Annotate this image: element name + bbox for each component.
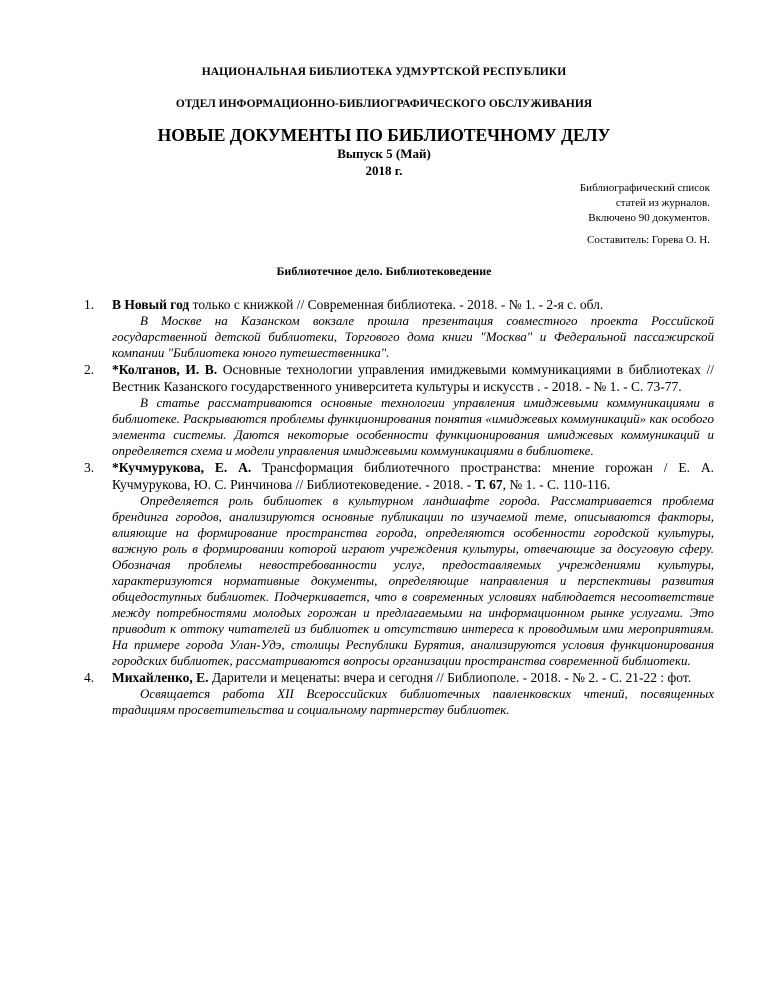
- meta-line-2: статей из журналов.: [615, 197, 710, 209]
- entry-volume: Т. 67: [474, 477, 503, 492]
- library-name: НАЦИОНАЛЬНАЯ БИБЛИОТЕКА УДМУРТСКОЙ РЕСПУБЛИКИ: [201, 66, 567, 78]
- entry-annotation: В Москве на Казанском вокзале прошла презентация совместного проекта Российской государственной детской библиотеки, Торгового дома книги "Москва" и Федеральной пассажирской компании "Библиотека юного путешественника".: [112, 313, 714, 360]
- document-title: НОВЫЕ ДОКУМЕНТЫ ПО БИБЛИОТЕЧНОМУ ДЕЛУ: [157, 125, 611, 145]
- entry-citation: [112, 361, 714, 395]
- meta-line-1: Библиографический список: [579, 182, 710, 194]
- entry-author: Михайленко, Е.: [112, 670, 209, 685]
- department-name: ОТДЕЛ ИНФОРМАЦИОННО-БИБЛИОГРАФИЧЕСКОГО ОБСЛУЖИВАНИЯ: [175, 98, 593, 110]
- list-item: [84, 459, 714, 669]
- entry-citation-text: Трансформация библиотечного пространства: мнение горожан / Е. А. Кучмурукова, Ю. С. Ринчинова // Библиотековедение. - 2018. -: [112, 460, 714, 492]
- entry-annotation: Определяется роль библиотек в культурном ландшафте города. Рассматривается проблема брендинга городов, анализируются основные публикации по изучаемой теме, описываются факторы, влияющие на формирование пространства города, определяются особенности городской культуры, важную роль в формировании которой играют учреждения культуры, отвечающие за досуговую сферу. Обозначая проблемы невостребованности услуг, предоставляемых учреждениями культуры, характеризуются нормативные документы, определяющие направления и перспективы развития общедоступных библиотек. Подчеркивается, что в современных условиях наблюдается несоответствие между потребностями молодых горожан и предлагаемыми на информационном рынке услугами. Это приводит к оттоку читателей из библиотек и отсутствию интереса к проводимым ими мероприятиям. На примере города Улан-Удэ, столицы Республики Бурятия, анализируются условия функционирования городских библиотек, рассматриваются вопросы организации пространства современной библиотеки.: [112, 493, 714, 668]
- list-item: [84, 361, 714, 459]
- entry-annotation: В статье рассматриваются основные технологии управления имиджевыми коммуникациями в библиотеке. Раскрываются проблемы функционирования понятия «имиджевых коммуникаций» как особого элемента системы. Даются некоторые особенности функционирования имиджевых коммуникаций и определяется схема и модели управления имиджевыми коммуникациями в библиотеке.: [112, 395, 714, 458]
- entry-list: [0, 296, 768, 718]
- entry-author: В Новый год: [112, 297, 190, 312]
- entry-number: 4.: [84, 670, 95, 685]
- entry-citation-text: только с книжкой // Современная библиотека. - 2018. - № 1. - 2-я с. обл.: [189, 297, 604, 312]
- entry-citation-text: Дарители и меценаты: вчера и сегодня // Библиополе. - 2018. - № 2. - С. 21-22 : фот.: [208, 670, 692, 685]
- entry-number: 2.: [84, 362, 95, 377]
- entry-citation: [112, 296, 714, 313]
- entry-citation: [112, 669, 714, 686]
- compiler-line: Составитель: Горева О. Н.: [587, 234, 710, 246]
- entry-number: 1.: [84, 297, 95, 312]
- year-label: 2018 г.: [365, 163, 403, 178]
- issue-label: Выпуск 5 (Май): [337, 146, 431, 161]
- entry-author: *Колганов, И. В.: [112, 362, 218, 377]
- meta-line-3: Включено 90 документов.: [588, 212, 710, 224]
- entry-annotation: Освящается работа XII Всероссийских библиотечных павленковских чтений, посвященных традициям просветительства и социальному партнерству библиотек.: [112, 686, 714, 717]
- entry-author: *Кучмурукова, Е. А.: [112, 460, 252, 475]
- bibliography-meta: [580, 181, 710, 226]
- entry-citation-text: Основные технологии управления имиджевыми коммуникациями в библиотеках // Вестник Казанского государственного университета культуры и искусств . - 2018. - № 1. - С. 73-77.: [112, 362, 714, 394]
- entry-citation-text-end: , № 1. - С. 110-116.: [502, 477, 611, 492]
- section-title: Библиотечное дело. Библиотековедение: [276, 264, 492, 278]
- list-item: [84, 669, 714, 718]
- entry-citation: [112, 459, 714, 493]
- list-item: [84, 296, 714, 361]
- entry-number: 3.: [84, 460, 95, 475]
